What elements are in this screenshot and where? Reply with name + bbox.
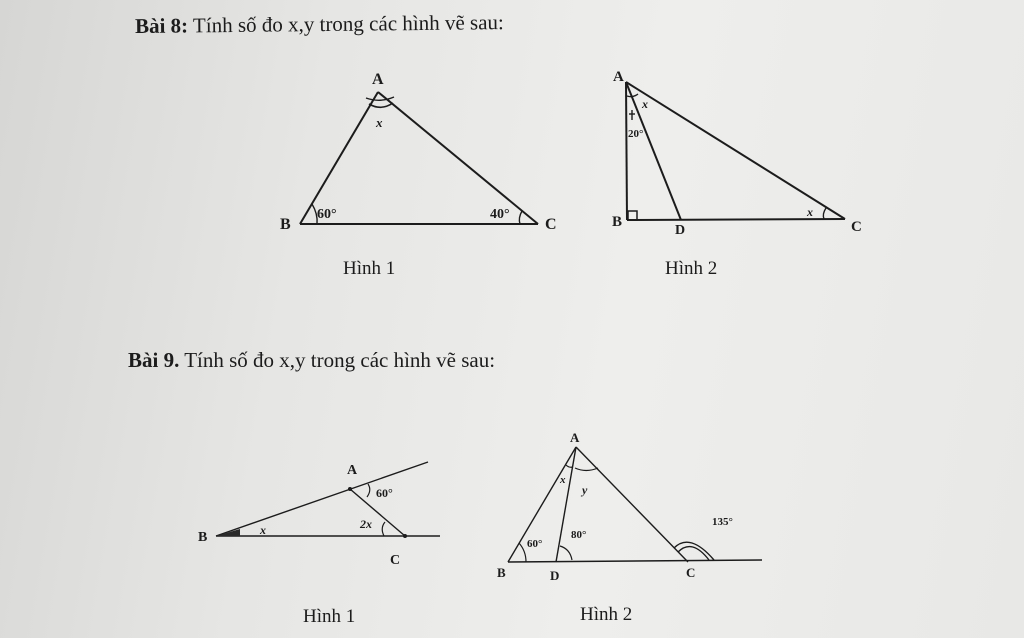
bai9-fig2-angle-d-label: 80°	[571, 529, 587, 541]
bai8-fig2-angle-top-label: x	[642, 97, 648, 111]
bai8-fig2-angle-c-label: x	[807, 205, 813, 219]
bai9-fig2-angle-y-label: y	[582, 483, 588, 497]
bai8-fig2-vertex-a: A	[613, 69, 624, 85]
bai9-fig2-angle-c-ext-label: 135°	[712, 516, 733, 528]
exercise-9-label: Bài 9.	[128, 348, 180, 372]
bai9-fig2-angle-b-label: 60°	[527, 538, 543, 550]
bai9-fig1-caption: Hình 1	[303, 606, 356, 627]
bai9-fig2-vertex-a: A	[570, 430, 580, 445]
bai9-fig1-vertex-c: C	[390, 553, 401, 568]
bai9-fig2-vertex-c: C	[686, 565, 696, 580]
bai9-fig2-angle-x-label: x	[560, 474, 566, 486]
bai9-fig2-angle-d-arc	[560, 546, 572, 560]
bai9-fig2-angle-c-ext-arc2	[678, 547, 709, 560]
bai9-fig1-angle-c-label: 2x	[360, 517, 372, 531]
bai8-fig1-angle-b-label: 60°	[317, 207, 337, 222]
exercise-8-label: Bài 8:	[134, 13, 189, 38]
bai9-fig2-angle-b-arc	[519, 543, 526, 562]
bai8-fig1-vertex-a: A	[372, 71, 384, 88]
bai9-fig2-line-bc-extended	[508, 560, 762, 562]
bai8-fig1-vertex-b: B	[280, 216, 291, 233]
bai9-fig2-vertex-d: D	[550, 568, 560, 583]
bai8-fig2-vertex-c: C	[851, 219, 862, 235]
exercise-8-text: Tính số đo x,y trong các hình vẽ sau:	[187, 10, 504, 38]
exercise-9-text: Tính số đo x,y trong các hình vẽ sau:	[179, 348, 496, 372]
bai9-fig1-vertex-b: B	[198, 530, 208, 545]
bai9-fig1-angle-a-label: 60°	[376, 486, 393, 500]
bai8-fig2-vertex-b: B	[612, 214, 623, 230]
bai8-fig2-caption: Hình 2	[665, 258, 718, 279]
bai8-fig2-angle-bottom-label: 20°	[628, 128, 644, 140]
bai9-fig2-angle-x-arc	[566, 465, 573, 467]
bai9-fig1-angle-b-label: x	[260, 523, 266, 537]
bai8-fig1-vertex-c: C	[545, 216, 557, 233]
bai9-fig2-side-ac	[576, 447, 688, 562]
bai9-fig1-vertex-a: A	[347, 463, 358, 478]
bai9-fig2-drawing	[508, 447, 762, 562]
bai9-fig2-caption: Hình 2	[580, 604, 633, 625]
bai8-fig1-caption: Hình 1	[343, 258, 396, 279]
bai8-fig2-vertex-d: D	[675, 223, 686, 238]
bai8-fig1-angle-c-label: 40°	[490, 207, 510, 222]
bai9-fig2-angle-y-arc	[575, 468, 598, 471]
bai9-fig2-vertex-b: B	[497, 565, 506, 580]
bai8-fig1-angle-a-label: x	[376, 115, 383, 130]
